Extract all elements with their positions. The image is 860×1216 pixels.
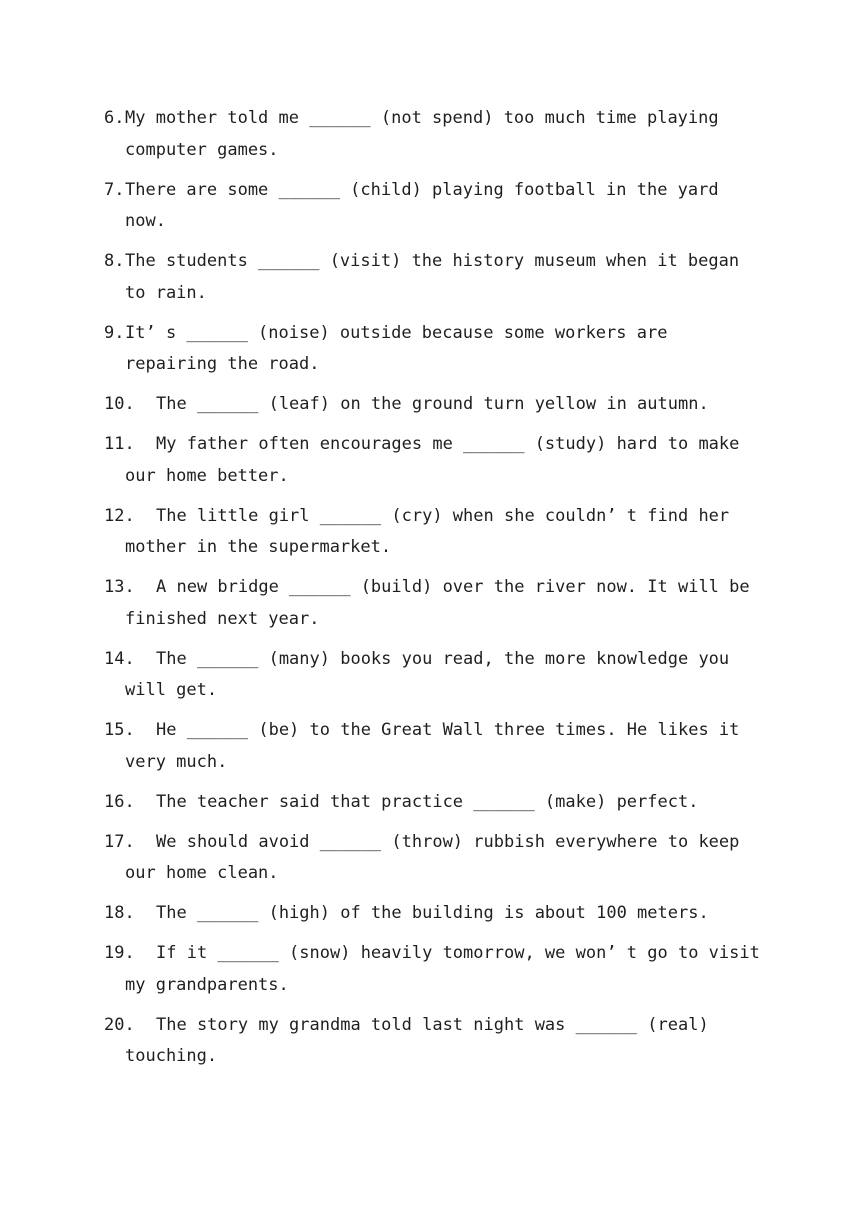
question-item xyxy=(104,389,764,421)
question-number: 14. xyxy=(104,648,135,669)
question-item xyxy=(104,898,764,930)
question-text: The ______ (leaf) on the ground turn yellow in autumn. xyxy=(156,394,709,414)
question-text: My mother told me ______ (not spend) too much time playing computer games. xyxy=(125,108,719,160)
question-number: 19. xyxy=(104,943,135,963)
question-text: A new bridge ______ (build) over the river now. It will be finished next year. xyxy=(125,577,750,629)
question-list xyxy=(104,103,764,1081)
question-item xyxy=(104,1010,764,1073)
question-text: My father often encourages me ______ (study) hard to make our home better. xyxy=(125,434,740,486)
question-item xyxy=(104,246,764,309)
question-text: It’ s ______ (noise) outside because some workers are repairing the road. xyxy=(125,322,668,374)
question-text: If it ______ (snow) heavily tomorrow, we won’ t go to visit my grandparents. xyxy=(125,943,760,995)
question-number: 9. xyxy=(104,322,125,343)
question-text: We should avoid ______ (throw) rubbish everywhere to keep our home clean. xyxy=(125,831,740,883)
question-text: The little girl ______ (cry) when she couldn’ t find her mother in the supermarket. xyxy=(125,505,730,557)
question-number: 16. xyxy=(104,791,135,812)
question-number: 17. xyxy=(104,831,135,852)
question-number: 18. xyxy=(104,903,135,923)
question-number: 15. xyxy=(104,720,135,740)
question-item xyxy=(104,318,764,381)
question-text: He ______ (be) to the Great Wall three times. He likes it very much. xyxy=(125,720,740,772)
question-number: 13. xyxy=(104,577,135,597)
question-item xyxy=(104,938,764,1001)
question-text: The ______ (many) books you read, the more knowledge you will get. xyxy=(125,648,730,700)
question-number: 10. xyxy=(104,394,135,414)
question-number: 20. xyxy=(104,1014,135,1035)
question-number: 11. xyxy=(104,434,135,454)
question-item xyxy=(104,501,764,564)
question-item xyxy=(104,715,764,778)
question-number: 8. xyxy=(104,251,125,271)
question-text: The students ______ (visit) the history museum when it began to rain. xyxy=(125,251,740,303)
question-text: There are some ______ (child) playing football in the yard now. xyxy=(125,179,719,231)
question-number: 12. xyxy=(104,505,135,526)
question-item xyxy=(104,429,764,492)
question-item xyxy=(104,787,764,819)
question-item xyxy=(104,827,764,890)
question-item xyxy=(104,103,764,166)
question-text: The ______ (high) of the building is about 100 meters. xyxy=(156,903,709,923)
question-text: The teacher said that practice ______ (make) perfect. xyxy=(156,791,699,812)
question-number: 7. xyxy=(104,179,125,200)
question-text: The story my grandma told last night was ______ (real) touching. xyxy=(125,1014,709,1066)
question-number: 6. xyxy=(104,108,125,128)
question-item xyxy=(104,175,764,238)
question-item xyxy=(104,572,764,635)
question-item xyxy=(104,644,764,707)
